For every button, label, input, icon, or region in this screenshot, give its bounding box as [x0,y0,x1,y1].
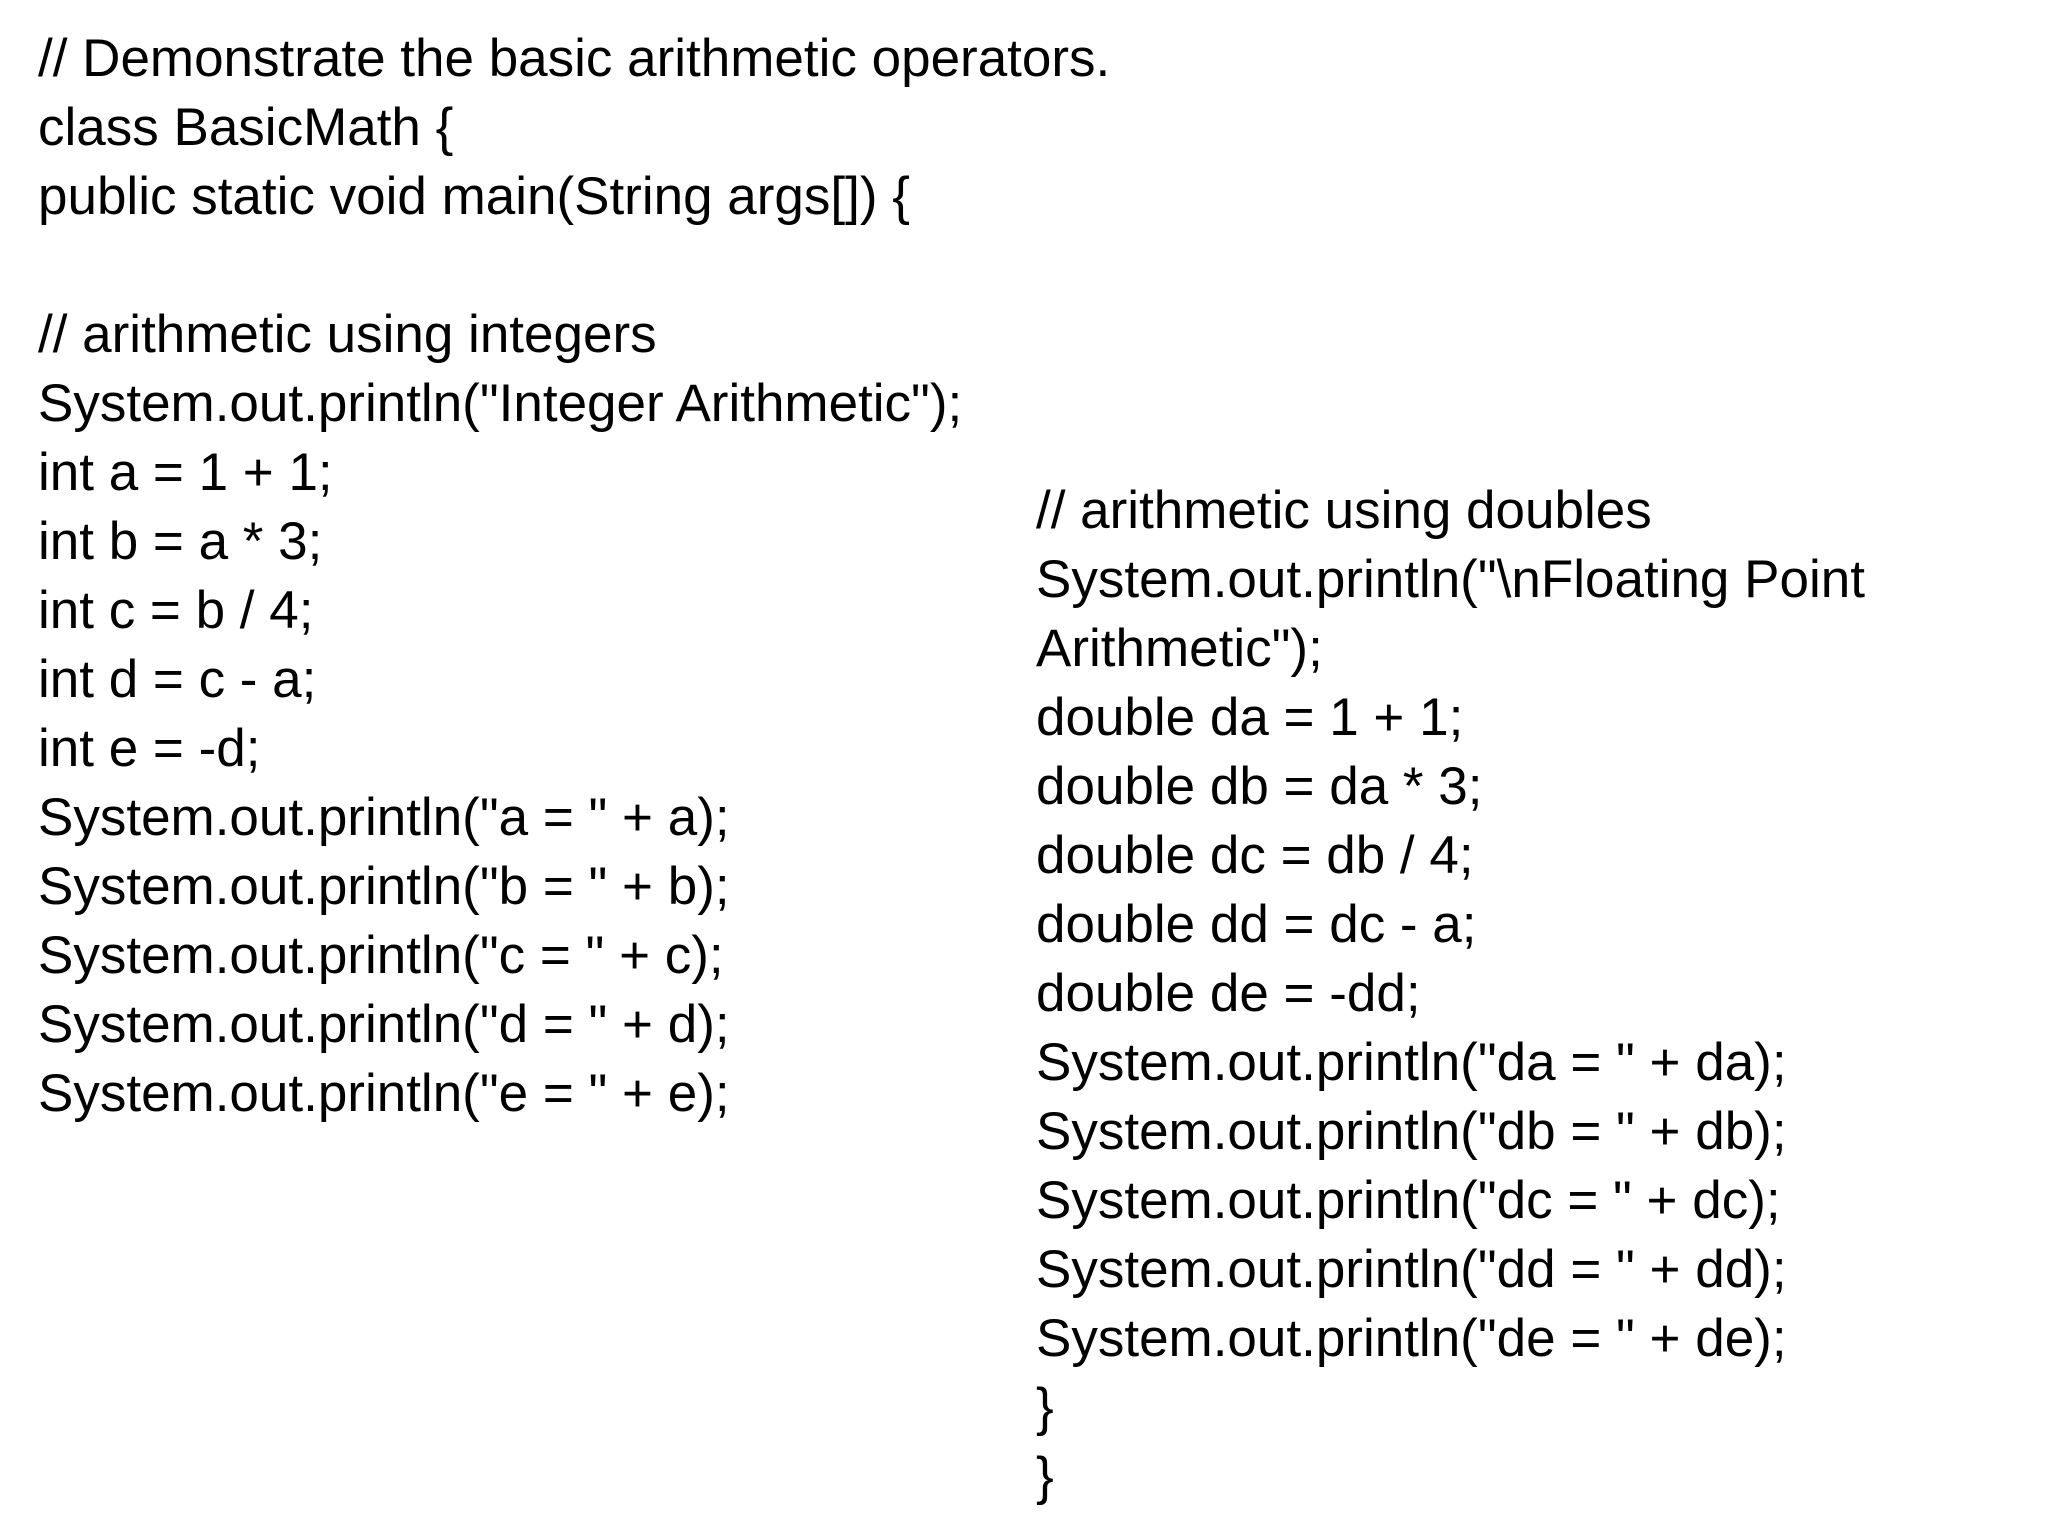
code-line: System.out.println("a = " + a); [38,788,730,847]
code-line: } [1036,1378,1054,1437]
code-line: System.out.println("e = " + e); [38,1064,730,1123]
code-line: Arithmetic"); [1036,619,1323,678]
code-column-right [1036,476,1865,1511]
code-line: System.out.println("da = " + da); [1036,1033,1787,1092]
code-line: System.out.println("c = " + c); [38,926,724,985]
code-line: int d = c - a; [38,650,317,709]
code-line: int e = -d; [38,719,261,778]
code-line: System.out.println("b = " + b); [38,857,730,916]
code-line: double da = 1 + 1; [1036,688,1464,747]
code-line: class BasicMath { [38,98,454,157]
code-line: // Demonstrate the basic arithmetic operators. [38,29,1111,88]
code-line: // arithmetic using doubles [1036,481,1652,540]
code-line: int c = b / 4; [38,581,314,640]
code-line-blank [38,231,1110,300]
code-column-left [38,24,1110,1128]
code-line: System.out.println("de = " + de); [1036,1309,1787,1368]
code-line: double db = da * 3; [1036,757,1483,816]
code-line: System.out.println("dc = " + dc); [1036,1171,1781,1230]
code-line: int b = a * 3; [38,512,323,571]
code-line: int a = 1 + 1; [38,443,333,502]
code-line: System.out.println("db = " + db); [1036,1102,1787,1161]
code-line: } [1036,1447,1054,1506]
code-line: System.out.println("dd = " + dd); [1036,1240,1787,1299]
code-line: double dd = dc - a; [1036,895,1477,954]
code-line: double dc = db / 4; [1036,826,1474,885]
code-line: System.out.println("\nFloating Point [1036,550,1865,609]
code-line: double de = -dd; [1036,964,1421,1023]
code-line: // arithmetic using integers [38,305,657,364]
code-line: System.out.println("d = " + d); [38,995,730,1054]
code-line: public static void main(String args[]) { [38,167,910,226]
code-line: System.out.println("Integer Arithmetic"); [38,374,963,433]
